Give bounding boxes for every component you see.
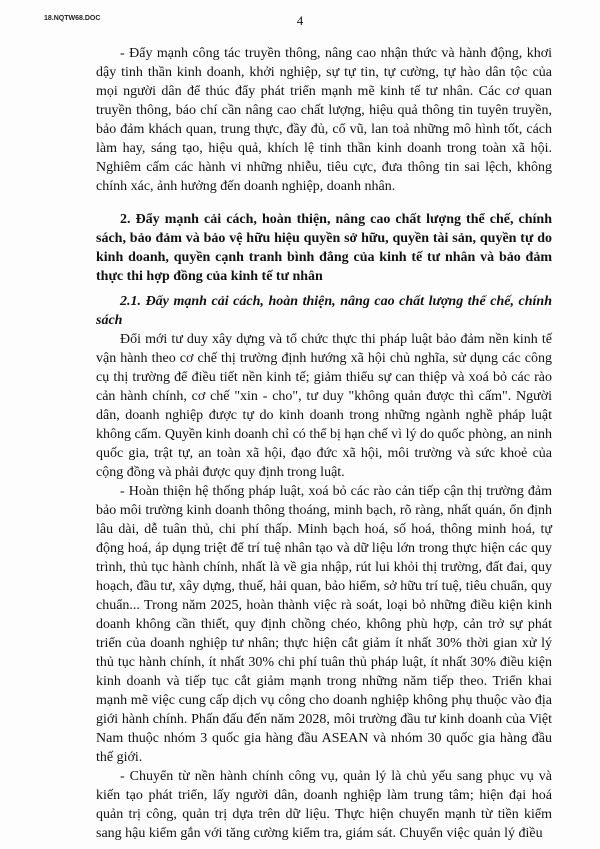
paragraph-mindset-reform: Đổi mới tư duy xây dựng và tổ chức thực thi pháp luật bảo đảm nền kinh tế vận hành theo cơ chế thị trường định hướng xã hội chủ nghĩa, sử dụng các công cụ thị trường để điều tiết nền kinh tế; giảm thiểu sự can thiệp và xoá bỏ các rào cản hành chính, cơ chế "xin - cho", tư duy "không quản được thì cấm". Người dân, doanh nghiệp được tự do kinh doanh trong những ngành nghề pháp luật không cấm. Quyền kinh doanh chỉ có thể bị hạn chế vì lý do quốc phòng, an ninh quốc gia, trật tự, an toàn xã hội, đạo đức xã hội, môi trường và sức khoẻ của cộng đồng và phải được quy định trong luật. [96, 332, 552, 480]
paragraph-legal-system: - Hoàn thiện hệ thống pháp luật, xoá bỏ các rào cản tiếp cận thị trường đảm bảo môi trường kinh doanh thông thoáng, minh bạch, rõ ràng, nhất quán, ổn định lâu dài, dễ tuân thủ, chi phí thấp. Minh bạch hoá, số hoá, thông minh hoá, tự động hoá, áp dụng triệt để trí tuệ nhân tạo và dữ liệu lớn trong thực hiện các quy trình, thủ tục hành chính, nhất là về gia nhập, rút lui khỏi thị trường, đất đai, quy hoạch, đầu tư, xây dựng, thuế, hải quan, bảo hiểm, sở hữu trí tuệ, tiêu chuẩn, quy chuẩn... Trong năm 2025, hoàn thành việc rà soát, loại bỏ những điều kiện kinh doanh không cần thiết, quy định chồng chéo, không phù hợp, cản trở sự phát triển của doanh nghiệp tư nhân; thực hiện cắt giảm ít nhất 30% thời gian xử lý thủ tục hành chính, ít nhất 30% chi phí tuân thủ pháp luật, ít nhất 30% điều kiện kinh doanh và tiếp tục cắt giảm mạnh trong những năm tiếp theo. Triển khai mạnh mẽ việc cung cấp dịch vụ công cho doanh nghiệp không phụ thuộc vào địa giới hành chính. Phấn đấu đến năm 2028, môi trường đầu tư kinh doanh của Việt Nam thuộc nhóm 3 quốc gia hàng đầu ASEAN và nhóm 30 quốc gia hàng đầu thế giới. [96, 484, 552, 765]
paragraph-communication: - Đẩy mạnh công tác truyền thông, nâng cao nhận thức và hành động, khơi dậy tinh thần kinh doanh, khởi nghiệp, sự tự tin, tự cường, tự hào dân tộc của mọi người dân để thúc đẩy phát triển mạnh mẽ kinh tế tư nhân. Các cơ quan truyền thông, báo chí cần nâng cao chất lượng, hiệu quả thông tin tuyên truyền, bảo đảm khách quan, trung thực, đầy đủ, cổ vũ, lan toả những mô hình tốt, cách làm hay, sáng tạo, hiệu quả, khích lệ tinh thần kinh doanh trong toàn xã hội. Nghiêm cấm các hành vi những nhiễu, tiêu cực, đưa thông tin sai lệch, không chính xác, ảnh hưởng đến doanh nghiệp, doanh nhân. [96, 46, 552, 194]
document-id: 18.NQTW68.DOC [44, 15, 101, 22]
document-body [96, 44, 552, 843]
page-number: 4 [296, 13, 304, 28]
section-heading-2: 2. Đẩy mạnh cải cách, hoàn thiện, nâng cao chất lượng thể chế, chính sách, bảo đảm và bảo vệ hữu hiệu quyền sở hữu, quyền tài sản, quyền tự do kinh doanh, quyền cạnh tranh bình đẳng của kinh tế tư nhân và bảo đảm thực thi hợp đồng của kinh tế tư nhân [96, 212, 552, 284]
subsection-heading-2-1: 2.1. Đẩy mạnh cải cách, hoàn thiện, nâng cao chất lượng thể chế, chính sách [96, 294, 552, 328]
paragraph-public-administration: - Chuyển từ nền hành chính công vụ, quản lý là chủ yếu sang phục vụ và kiến tạo phát triển, lấy người dân, doanh nghiệp làm trung tâm; hiện đại hoá quản trị công, quản trị dựa trên dữ liệu. Thực hiện chuyển mạnh từ tiền kiểm sang hậu kiểm gắn với tăng cường kiểm tra, giám sát. Chuyển việc quản lý điều [96, 769, 552, 841]
